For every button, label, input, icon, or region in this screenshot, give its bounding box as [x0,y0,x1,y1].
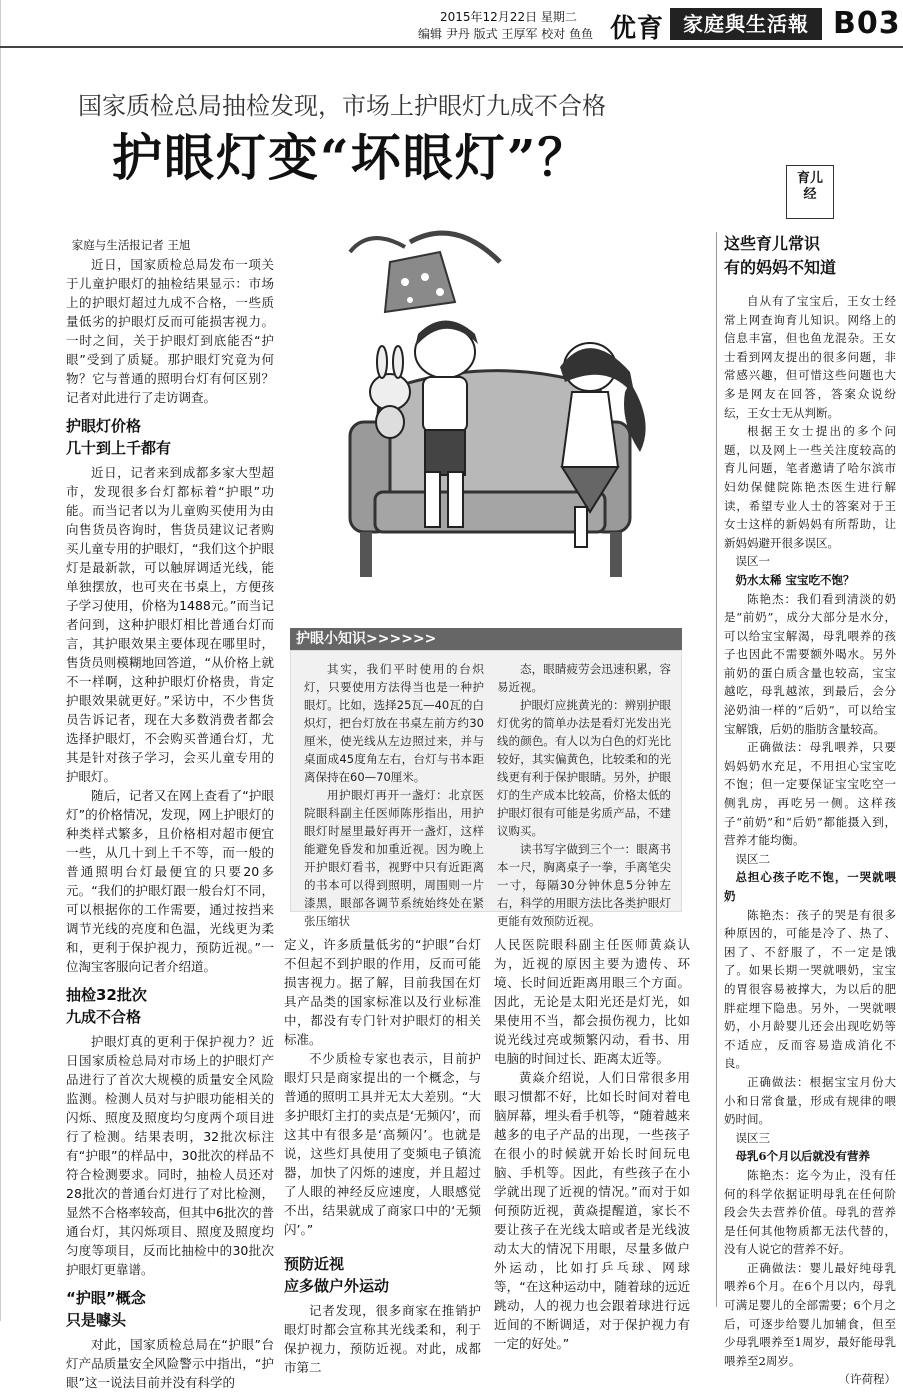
paragraph: 随后，记者又在网上查看了“护眼灯”的价格情况，发现，网上护眼灯的种类样式繁多，且价格相对超市便宜一些，从几十到上千不等，而一般的普通照明台灯最便宜的只要20多元。“我们的护眼灯跟一般台灯不同，可以根据你的工作需要，通过按挡来调节光线的亮度和色温，光线更为柔和，更利于保护视力，预防近视。”一位淘宝客服向记者介绍道。 [66,788,274,974]
paragraph: 记者发现，很多商家在推销护眼灯时都会宣称其光线柔和，利于保护视力，预防近视。对此，成都市第二 [284,1303,481,1375]
paragraph: 正确做法：根据宝宝月份大小和日常食量，形成有规律的喂奶时间。 [724,1074,896,1127]
page-number: B03 [833,6,901,41]
editor-credits: 编辑 尹丹 版式 王厚军 校对 鱼鱼 [418,27,594,41]
paragraph: 自从有了宝宝后，王女士经常上网查询育儿知识。网络上的信息丰富，但也鱼龙混杂。王女士看到网友提出的很多问题，非常感兴趣，但可惜这些问题也大多是网友在回答，答案众说纷纭，王女士无从判断。 [724,294,896,420]
paragraph: 不少质检专家也表示，目前护眼灯只是商家提出的一个概念，与普通的照明工具并无太大差别。“大多护眼灯主打的卖点是‘无频闪’，而这其中有很多是‘高频闪’。也就是说，这些灯具使用了变频电子镇流器，加快了闪烁的速度，并且超过了人眼的神经反应速度，人眼感觉不出，结果就成了商家口中的‘无频闪’。” [284,1051,481,1237]
tips-title-bar: 护眼小知识>>>>>> [290,628,682,650]
tip-paragraph: 其实，我们平时使用的台炽灯，只要使用方法得当也是一种护眼灯。比如，选择25瓦—40瓦的白炽灯，把台灯放在书桌左前方约30厘米，使光线从左边照过来，并与桌面成45度角左右，台灯与书本距离保持在60—70厘米。 [304,662,484,784]
article-column-1 [66,236,274,1390]
paragraph: 对此，国家质检总局在“护眼”台灯产品质量安全风险警示中指出，“护眼”这一说法目前并没有科学的 [66,1337,274,1390]
lead-paragraph: 近日，国家质检总局发布一项关于儿童护眼灯的抽检结果显示：市场上的护眼灯超过九成不合格，一些质量低劣的护眼灯反而可能损害视力。一时之间，关于护眼灯到底能否“护眼”受到了质疑。那护眼灯究竟为何物？它与普通的照明台灯有何区别？记者对此进行了走访调查。 [66,257,274,405]
myth-label: 误区一 [735,554,770,569]
paragraph: 近日，记者来到成都多家大型超市，发现很多台灯都标着“护眼”功能。而当记者以为儿童购买使用为由向售货员咨询时，售货员建议记者购买儿童专用的护眼灯，“我们这个护眼灯是最新款，可以触屏调适光线，能单独摆放，也可夹在书桌上，方便孩子学习使用，价格为1488元。”而当记者问到，这种护眼灯相比普通台灯而言，其护眼效果主要体现在哪里时，售货员则模糊地回答道，“从价格上就不一样啊，这种护眼灯价格贵，肯定护眼效果就更好。”采访中，不少售货员告诉记者，现在大多数消费者都会选择护眼灯，不会购买普通台灯，尤其是针对孩子学习，会买儿童专用的护眼灯。 [66,465,274,784]
paragraph: 陈艳杰：迄今为止，没有任何的科学依据证明母乳在任何阶段会失去营养价值。母乳的营养是任何其他物质都无法代替的，没有人说它的营养不好。 [724,1167,896,1257]
sidebar-title: 这些育儿常识 有的妈妈不知道 [724,234,837,277]
paragraph: 正确做法：母乳喂养，只要妈妈奶水充足，不用担心宝宝吃不饱；但一定要保证宝宝吃空一侧乳房，再吃另一侧。这样孩子“前奶”和“后奶”都能摄入到，营养才能均衡。 [724,740,896,848]
newspaper-logo: 家庭與生活報 [670,8,822,40]
byline: 家庭与生活报记者 王旭 [71,238,191,252]
tips-column-1 [304,660,484,930]
paragraph: 正确做法：婴儿最好纯母乳喂养6个月。在6个月以内，母乳可满足婴儿的全部需要；6个月之后，可逐步给婴儿加辅食，但至少母乳喂养至1周岁，最好能母乳喂养至2周岁。 [724,1260,896,1368]
section-heading-myopia: 预防近视 应多做户外运动 [284,1255,390,1295]
tip-paragraph: 态，眼睛疲劳会迅速积累，容易近视。 [497,662,671,694]
issue-date: 2015年12月22日 星期二 [440,10,577,24]
myth-label: 误区二 [735,851,770,866]
illustration-couple-on-sofa [290,222,682,627]
myth-label: 误区三 [735,1130,770,1145]
section-heading-concept: “护眼”概念 只是噱头 [66,1289,146,1329]
paragraph: 护眼灯真的更利于保护视力？近日国家质检总局对市场上的护眼灯产品进行了首次大规模的质量安全风险监测。检测人员对与护眼功能相关的闪烁、照度及照度均匀度两个项目进行了检测。结果表明，32批次标注有“护眼”的样品中，30批次的样品不符合检测要求。同时，抽检人员还对28批次的普通台灯进行了对比检测，显然不合格率较高，但其中6批次的普通台灯，其闪烁项目、照度及照度均匀度等项目，反而比抽检中的30批次护眼灯更靠谱。 [66,1034,274,1277]
tip-paragraph: 读书写字做到三个一：眼离书本一尺，胸离桌子一拳，手离笔尖一寸，每隔30分钟休息5分钟左右，科学的用眼方法比各类护眼灯更能有效预防近视。 [497,842,671,928]
section-name: 优育 [610,14,665,44]
paragraph: 陈艳杰：我们看到清淡的奶是“前奶”，成分大部分是水分，可以给宝宝解渴，母乳喂养的孩子也因此不需要额外喝水。另外前奶的蛋白质含量也较高，宝宝越吃，母乳越浓，到最后，会分泌奶油一样的“后奶”，可以给宝宝解饿，后奶的脂肪含量较高。 [724,591,896,736]
article-column-2 [284,935,481,1375]
author-credit: （许荷程） [838,1372,896,1387]
article-column-3 [494,935,690,1351]
column-divider [716,232,717,1307]
page-edge [0,0,1,1321]
article-headline: 护眼灯变“坏眼灯”？ [112,128,590,187]
paragraph: 黄焱介绍说，人们日常很多用眼习惯都不好，比如长时间对着电脑屏幕，埋头看手机等，“随着越来越多的电子产品的出现，一些孩子在很小的时候就开始长时间玩电脑、手机等。因此，有些孩子在小学就出现了近视的情况。”而对于如何预防近视，黄焱提醒道，家长不要让孩子在光线太暗或者是光线波动太大的情况下用眼，尽量多做户外运动，比如打乒乓球、网球等，“在这种运动中，随着球的远近跳动，人的视力也会跟着球进行远近间的不断调适，对于保护视力有一定的好处。” [494,1070,690,1351]
section-heading-price: 护眼灯价格 几十到上千都有 [66,417,172,457]
article-subtitle: 国家质检总局抽检发现，市场上护眼灯九成不合格 [78,92,606,120]
paragraph: 人民医院眼科副主任医师黄焱认为，近视的原因主要为遗传、环境、长时间近距离用眼三个方面。因此，无论是太阳光还是灯光，如果使用不当，都会损伤视力，比如说光线过亮或频繁闪动，看书、用电脑的时间过长、距离太近等。 [494,937,690,1066]
tip-paragraph: 护眼灯应挑黄光的：辨别护眼灯优劣的简单办法是看灯光发出光线的颜色。有人以为白色的灯光比较好，其实偏黄色，比较柔和的光线更有利于保护眼睛。另外，护眼灯的生产成本比较高，价格太低的护眼灯很有可能是劣质产品，不建议购买。 [497,698,671,838]
paragraph: 陈艳杰：孩子的哭是有很多种原因的，可能是冷了、热了、困了、不舒服了，不一定是饿了。如果长期一哭就喂奶，宝宝的胃很容易被撑大，为以后的肥胖症埋下隐患。另外，一哭就喂奶，小月龄婴儿还会出现吃奶等不适应，反而容易造成消化不良。 [724,907,896,1071]
paragraph: 根据王女士提出的多个问题，以及网上一些关注度较高的育儿问题，笔者邀请了哈尔滨市妇幼保健院陈艳杰医生进行解读，希望专业人士的答案对于王女士这样的新妈妈有所帮助，让新妈妈避开很多误区。 [724,424,896,550]
myth-title: 奶水太稀 宝宝吃不饱？ [735,572,855,587]
myth-title: 母乳6个月以后就没有营养 [735,1149,871,1164]
tips-column-2 [497,660,671,930]
myth-title: 总担心孩子吃不饱，一哭就喂奶 [724,870,896,903]
section-heading-inspection: 抽检32批次 九成不合格 [66,986,147,1026]
section-badge: 育儿 经 [786,165,834,219]
paragraph: 定义，许多质量低劣的“护眼”台灯不但起不到护眼的作用，反而可能损害视力。据了解，目前我国在灯具产品类的国家标准以及行业标准中，都没有专门针对护眼灯的相关标准。 [284,937,481,1047]
sidebar-parenting [724,232,896,1387]
tip-paragraph: 用护眼灯再开一盏灯：北京医院眼科副主任医师陈彤指出，用护眼灯时屋里最好再开一盏灯，这样能避免昏发和加重近视。因为晚上开护眼灯看书，视野中只有近距离的书本可以得到照明，周围则一片漆黑，眼部各调节系统始终处在紧张压缩状 [304,788,484,928]
header-rule [0,46,903,48]
